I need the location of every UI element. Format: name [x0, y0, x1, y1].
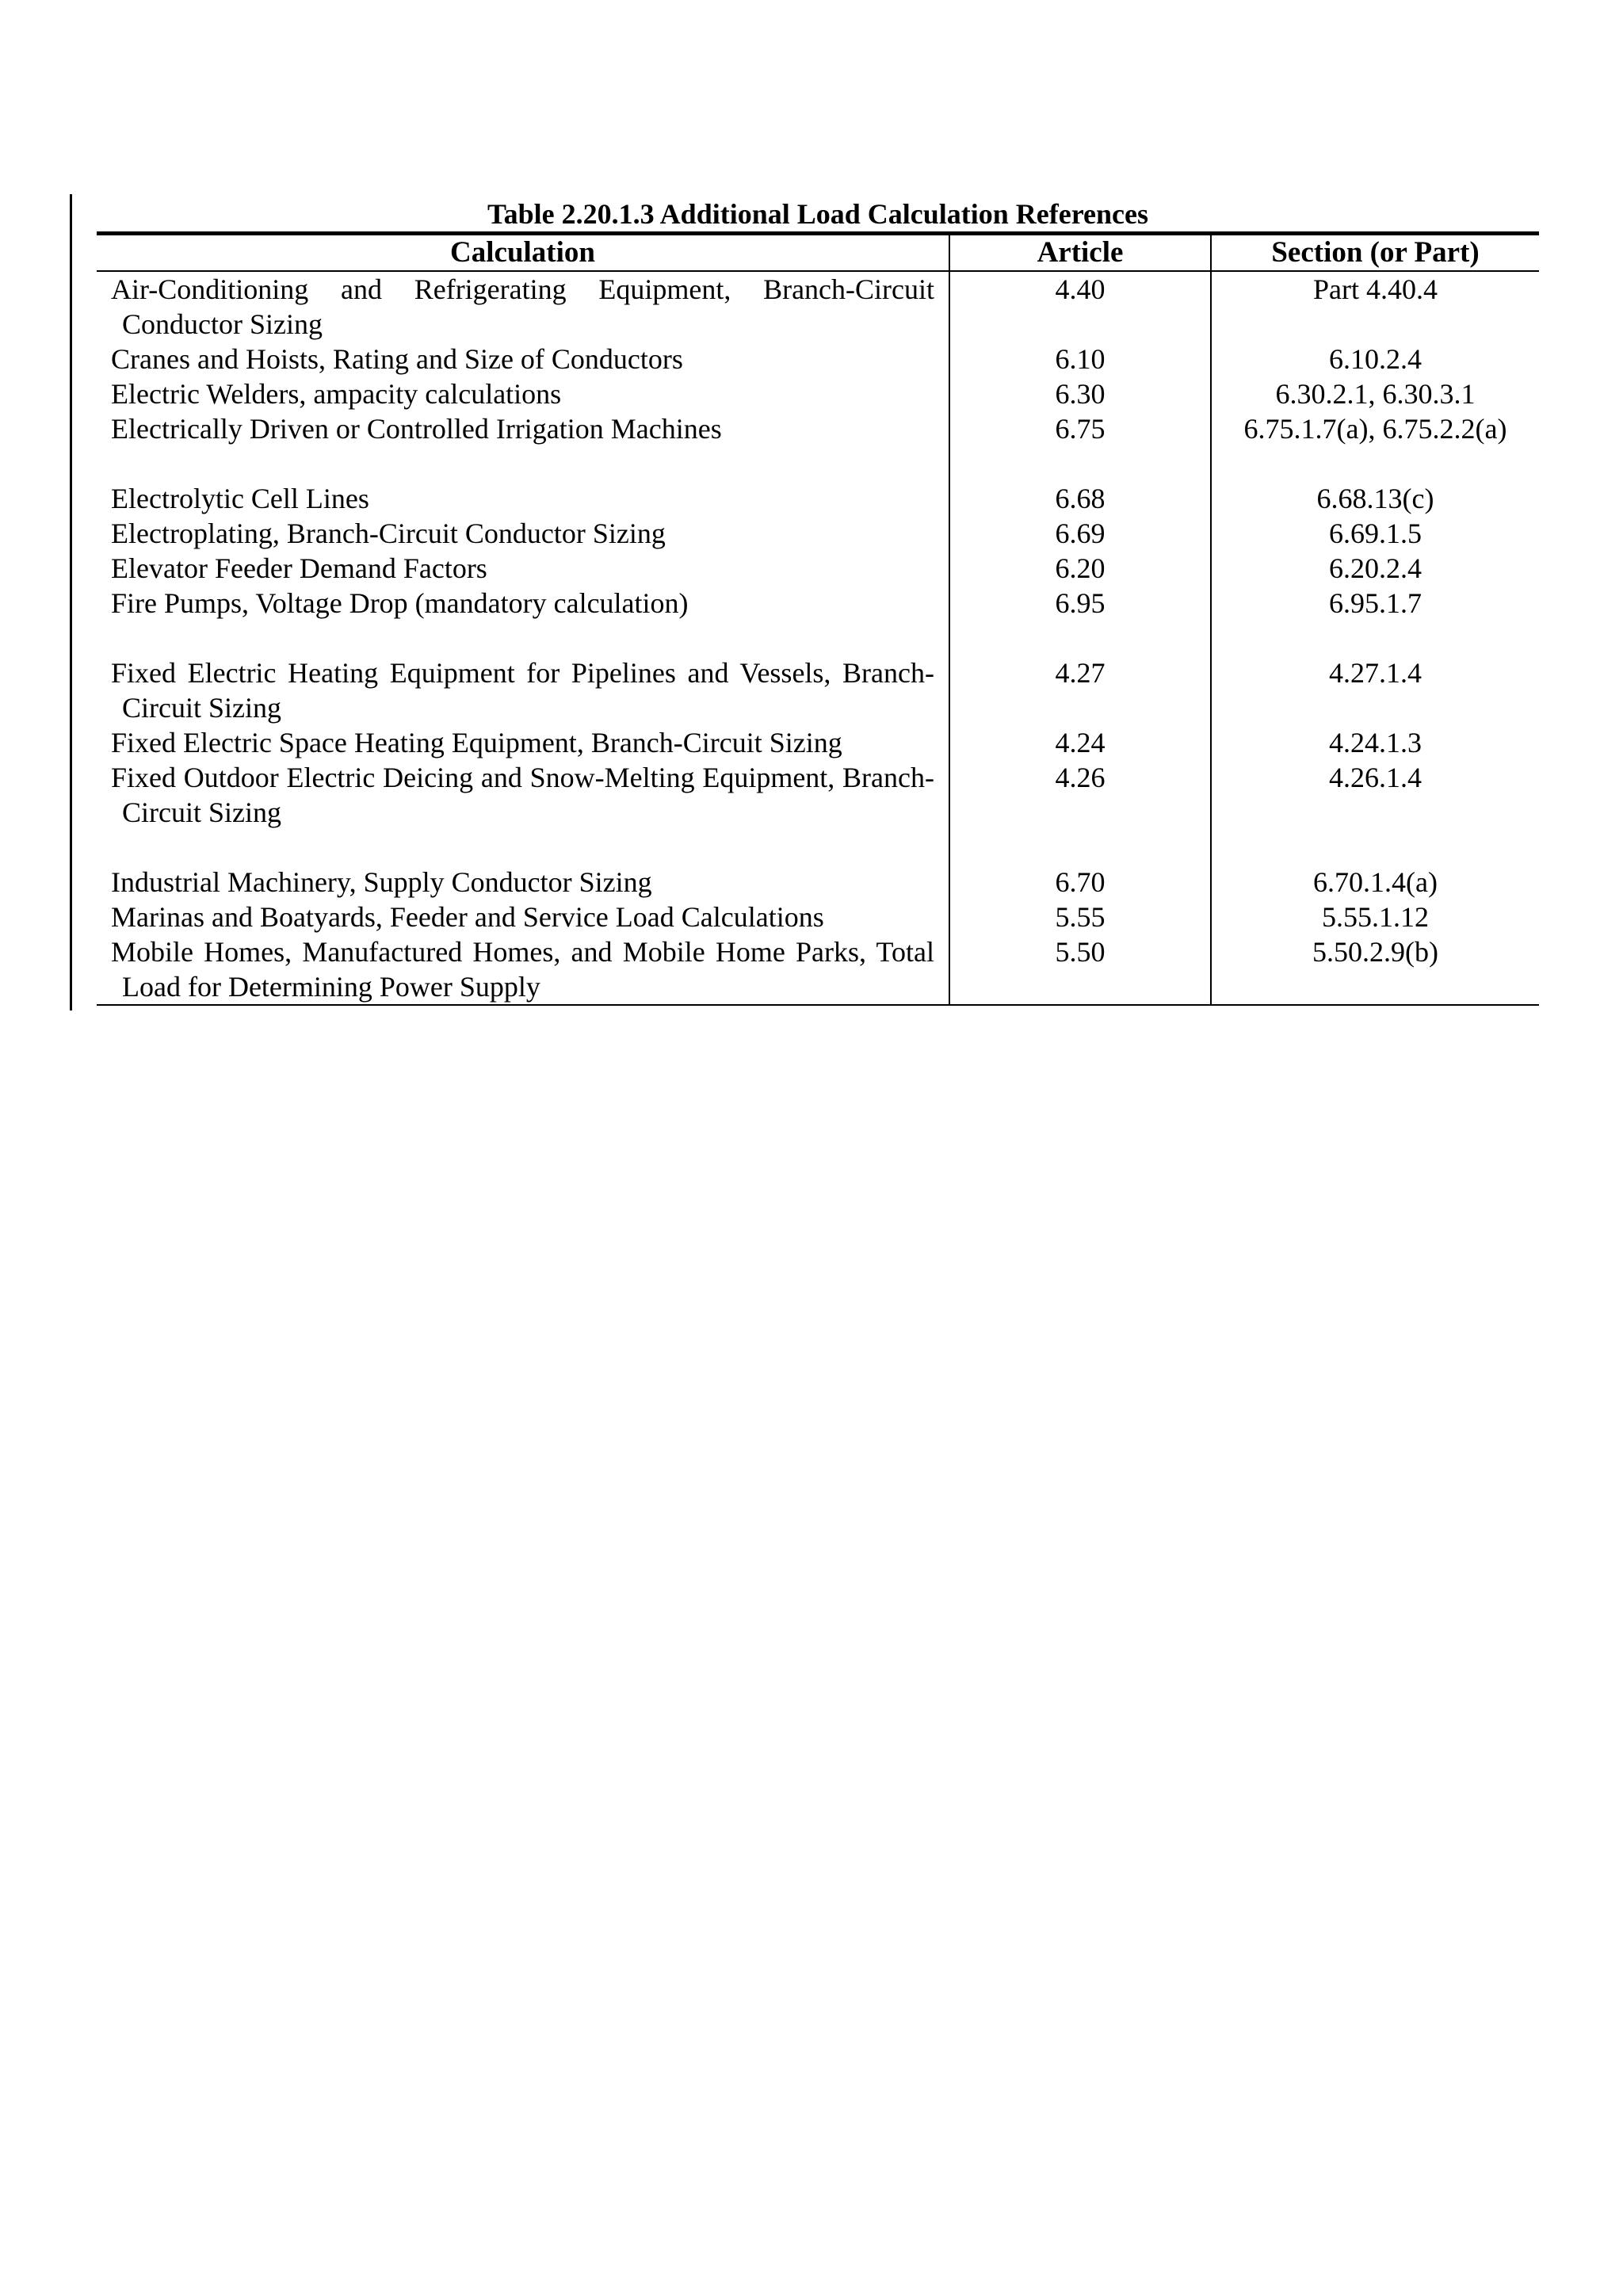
calculation-cell: Fire Pumps, Voltage Drop (mandatory calculation)	[111, 587, 689, 619]
column-header-section: Section (or Part)	[1211, 234, 1539, 272]
section-cell: Part 4.40.4	[1211, 271, 1539, 342]
calculation-cell: Cranes and Hoists, Rating and Size of Conductors	[111, 343, 683, 375]
section-cell: 4.24.1.3	[1211, 725, 1539, 760]
table-header-row	[97, 234, 1539, 272]
calculation-cell: Fixed Electric Space Heating Equipment, Branch-Circuit Sizing	[111, 727, 842, 758]
section-cell: 4.26.1.4	[1211, 760, 1539, 865]
table-row	[97, 760, 1539, 865]
table-row	[97, 342, 1539, 376]
article-cell: 6.20	[949, 551, 1211, 586]
reference-table	[97, 231, 1539, 1006]
table-row	[97, 900, 1539, 934]
section-cell: 6.20.2.4	[1211, 551, 1539, 586]
section-cell: 5.50.2.9(b)	[1211, 934, 1539, 1005]
section-cell: 6.70.1.4(a)	[1211, 865, 1539, 900]
section-cell: 4.27.1.4	[1211, 655, 1539, 725]
column-header-calculation: Calculation	[97, 234, 949, 272]
table-row	[97, 376, 1539, 411]
table-row	[97, 586, 1539, 655]
table-row	[97, 411, 1539, 481]
article-cell: 6.70	[949, 865, 1211, 900]
table-row	[97, 516, 1539, 551]
calculation-cell: Fixed Electric Heating Equipment for Pipelines and Vessels, Branch-Circuit Sizing	[111, 657, 934, 724]
article-cell: 6.30	[949, 376, 1211, 411]
calculation-cell: Electroplating, Branch-Circuit Conductor Sizing	[111, 518, 666, 549]
section-cell: 6.68.13(c)	[1211, 481, 1539, 516]
calculation-cell: Industrial Machinery, Supply Conductor Sizing	[111, 866, 652, 898]
calculation-cell: Air-Conditioning and Refrigerating Equipment, Branch-Circuit Conductor Sizing	[111, 273, 934, 340]
article-cell: 4.27	[949, 655, 1211, 725]
table-row	[97, 655, 1539, 725]
table-row	[97, 934, 1539, 1005]
article-cell: 6.75	[949, 411, 1211, 481]
table-row	[97, 725, 1539, 760]
calculation-cell: Electrolytic Cell Lines	[111, 483, 369, 514]
article-cell: 5.50	[949, 934, 1211, 1005]
column-header-article: Article	[949, 234, 1211, 272]
article-cell: 6.10	[949, 342, 1211, 376]
article-cell: 4.40	[949, 271, 1211, 342]
calculation-cell: Mobile Homes, Manufactured Homes, and Mobile Home Parks, Total Load for Determining Power Supply	[97, 934, 949, 1005]
table-row	[97, 865, 1539, 900]
change-bar	[70, 194, 72, 1010]
calculation-cell: Electrically Driven or Controlled Irrigation Machines	[111, 413, 722, 445]
article-cell: 5.55	[949, 900, 1211, 934]
section-cell: 6.10.2.4	[1211, 342, 1539, 376]
section-cell: 6.69.1.5	[1211, 516, 1539, 551]
article-cell: 4.26	[949, 760, 1211, 865]
article-cell: 6.95	[949, 586, 1211, 655]
section-cell: 6.95.1.7	[1211, 586, 1539, 655]
calculation-cell: Marinas and Boatyards, Feeder and Service Load Calculations	[111, 901, 824, 933]
calculation-cell: Electric Welders, ampacity calculations	[111, 378, 562, 410]
table-title: Table 2.20.1.3 Additional Load Calculation References	[487, 198, 1149, 230]
article-cell: 4.24	[949, 725, 1211, 760]
section-cell: 6.30.2.1, 6.30.3.1	[1211, 376, 1539, 411]
calculation-cell: Elevator Feeder Demand Factors	[111, 552, 487, 584]
table-row	[97, 271, 1539, 342]
calculation-cell: Fixed Outdoor Electric Deicing and Snow-Melting Equipment, Branch-Circuit Sizing	[111, 762, 934, 828]
section-cell: 5.55.1.12	[1211, 900, 1539, 934]
article-cell: 6.68	[949, 481, 1211, 516]
table-row	[97, 481, 1539, 516]
section-cell: 6.75.1.7(a), 6.75.2.2(a)	[1211, 411, 1539, 481]
article-cell: 6.69	[949, 516, 1211, 551]
table-row	[97, 551, 1539, 586]
